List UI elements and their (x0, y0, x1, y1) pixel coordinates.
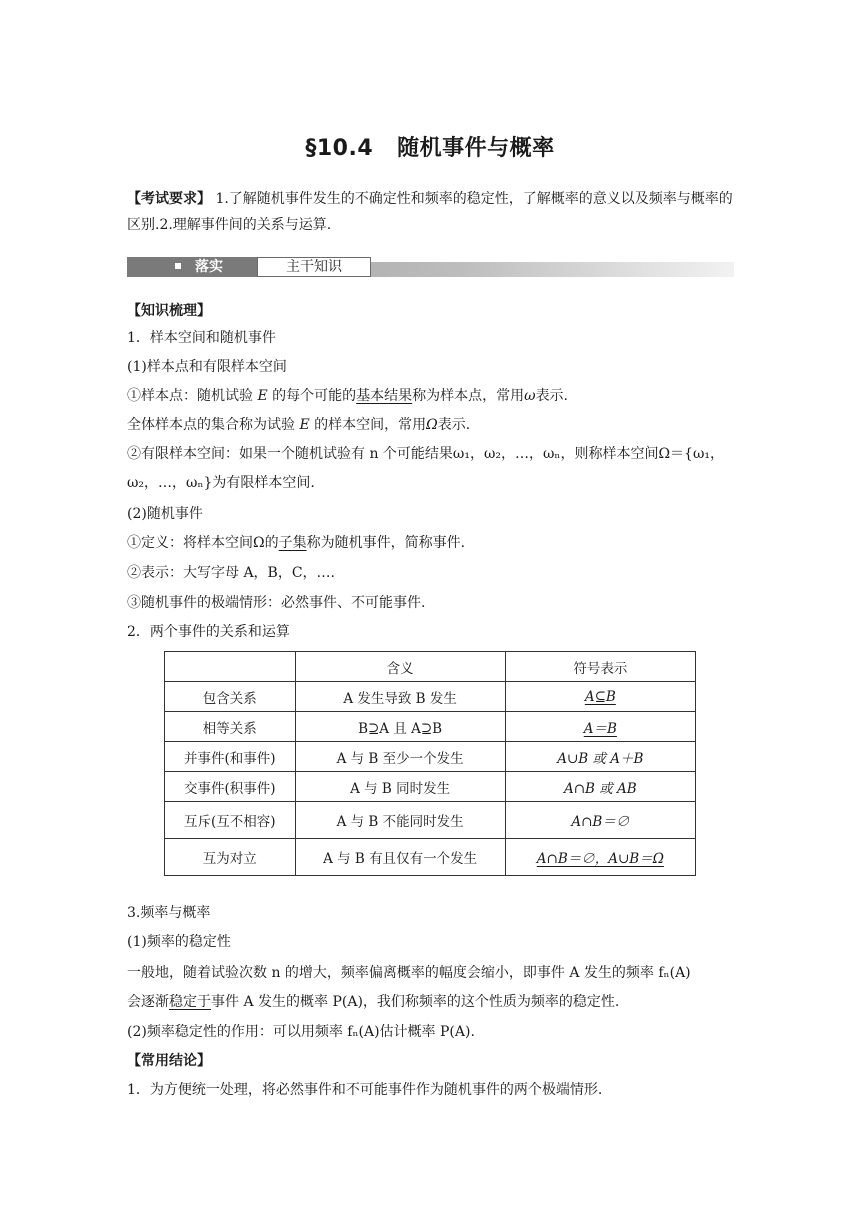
frequency-line-3: 一般地，随着试验次数 n 的增大，频率偏离概率的幅度会缩小，即事件 A 发生的频率 fₙ(A) (127, 965, 691, 981)
knowledge-line-5: ②有限样本空间：如果一个随机试验有 n 个可能结果ω₁，ω₂，…，ωₙ，则称样本空间Ω＝{ω₁， (127, 446, 724, 462)
relation-name: 互为对立 (165, 839, 296, 876)
frequency-line-5: (2)频率稳定性的作用：可以用频率 fₙ(A)估计概率 P(A). (127, 1024, 475, 1040)
relation-meaning: B⊇A 且 A⊇B (295, 712, 505, 742)
frequency-line-4 (127, 991, 737, 1013)
relation-symbol-text: A⊆B (584, 688, 616, 705)
relation-meaning: A 与 B 有且仅有一个发生 (295, 839, 505, 876)
knowledge-line-8 (127, 532, 737, 554)
relation-meaning: A 发生导致 B 发生 (295, 682, 505, 712)
relation-meaning: A 与 B 不能同时发生 (295, 802, 505, 839)
table-row (165, 682, 696, 712)
knowledge-line-7: (2)随机事件 (127, 506, 203, 522)
underlined-answer: 稳定于 (169, 994, 211, 1010)
symbol-omega: ω (524, 388, 536, 404)
relation-symbol (505, 839, 695, 876)
text-fragment: ①定义：将样本空间Ω的 (127, 535, 279, 551)
text-fragment: 表示. (535, 388, 569, 404)
table-row (165, 802, 696, 839)
banner-light-label: 主干知识 (257, 257, 371, 277)
table-row (165, 712, 696, 742)
relation-name: 包含关系 (165, 682, 296, 712)
knowledge-line-9: ②表示：大写字母 A，B，C，…. (127, 565, 336, 581)
knowledge-line-6: ω₂，…，ωₙ}为有限样本空间. (127, 475, 315, 491)
table-header-cell (165, 652, 296, 682)
relation-name: 互斥(互不相容) (165, 802, 296, 839)
text-fragment: 表示. (437, 417, 471, 433)
text-fragment: 的样本空间，常用 (314, 417, 427, 433)
table-header-cell: 含义 (295, 652, 505, 682)
knowledge-line-11: 2．两个事件的关系和运算 (127, 624, 290, 640)
relation-meaning: A 与 B 至少一个发生 (295, 742, 505, 772)
banner-left-text: 落实 (195, 259, 223, 275)
relation-symbol (505, 802, 695, 839)
relation-name: 并事件(和事件) (165, 742, 296, 772)
variable-E: E (299, 417, 310, 433)
relation-symbol (505, 682, 695, 712)
knowledge-line-2: (1)样本点和有限样本空间 (127, 359, 287, 375)
knowledge-line-1: 1．样本空间和随机事件 (127, 330, 276, 346)
text-fragment: 的每个可能的 (272, 388, 357, 404)
section-number: §10.4 (305, 136, 374, 161)
relation-symbol-text: A＝B (583, 720, 617, 737)
relation-symbol-text: A∩B 或 AB (563, 780, 637, 797)
relation-symbol-text: A∩B＝∅ (571, 814, 630, 830)
frequency-line-1: 3.频率与概率 (127, 905, 211, 921)
requirements-text: 1.了解随机事件发生的不确定性和频率的稳定性，了解概率的意义以及频率与概率的区别.2.理解事件间的关系与运算. (127, 191, 733, 233)
frequency-line-2: (1)频率的稳定性 (127, 934, 231, 950)
exam-requirements (127, 186, 735, 238)
table-row (165, 742, 696, 772)
section-title: 随机事件与概率 (397, 136, 555, 161)
text-fragment: 全体样本点的集合称为试验 (127, 417, 295, 433)
relation-symbol (505, 712, 695, 742)
text-fragment: 称为样本点，常用 (412, 388, 525, 404)
relation-name: 交事件(积事件) (165, 772, 296, 802)
page-title (0, 131, 860, 162)
section-banner (127, 256, 734, 279)
relation-name: 相等关系 (165, 712, 296, 742)
table-header-cell: 符号表示 (505, 652, 695, 682)
relation-symbol (505, 742, 695, 772)
table-row (165, 772, 696, 802)
relation-symbol-text: A∪B 或 A＋B (557, 750, 644, 767)
requirements-label: 【考试要求】 (127, 191, 211, 207)
underlined-answer: 子集 (278, 535, 307, 551)
knowledge-line-4 (127, 414, 737, 436)
conclusion-heading: 【常用结论】 (127, 1053, 211, 1069)
knowledge-line-3 (127, 385, 737, 407)
symbol-Omega: Ω (426, 417, 438, 433)
square-bullet-icon (175, 263, 181, 269)
variable-E: E (257, 388, 268, 404)
conclusion-line-1: 1．为方便统一处理，将必然事件和不可能事件作为随机事件的两个极端情形. (127, 1082, 603, 1098)
text-fragment: ①样本点：随机试验 (127, 388, 253, 404)
underlined-answer: 基本结果 (356, 388, 413, 404)
knowledge-heading: 【知识梳理】 (127, 303, 211, 319)
text-fragment: 会逐渐 (127, 994, 169, 1010)
relation-meaning: A 与 B 同时发生 (295, 772, 505, 802)
table-header-row (165, 652, 696, 682)
table-row (165, 839, 696, 876)
text-fragment: 称为随机事件，简称事件. (306, 535, 466, 551)
relation-symbol (505, 772, 695, 802)
relation-symbol-text: A∩B＝∅，A∪B＝Ω (536, 851, 664, 867)
text-fragment: 事件 A 发生的概率 P(A)，我们称频率的这个性质为频率的稳定性. (211, 994, 620, 1010)
event-relations-table (164, 651, 696, 876)
banner-dark-label (127, 257, 257, 277)
knowledge-line-10: ③随机事件的极端情形：必然事件、不可能事件. (127, 595, 426, 611)
